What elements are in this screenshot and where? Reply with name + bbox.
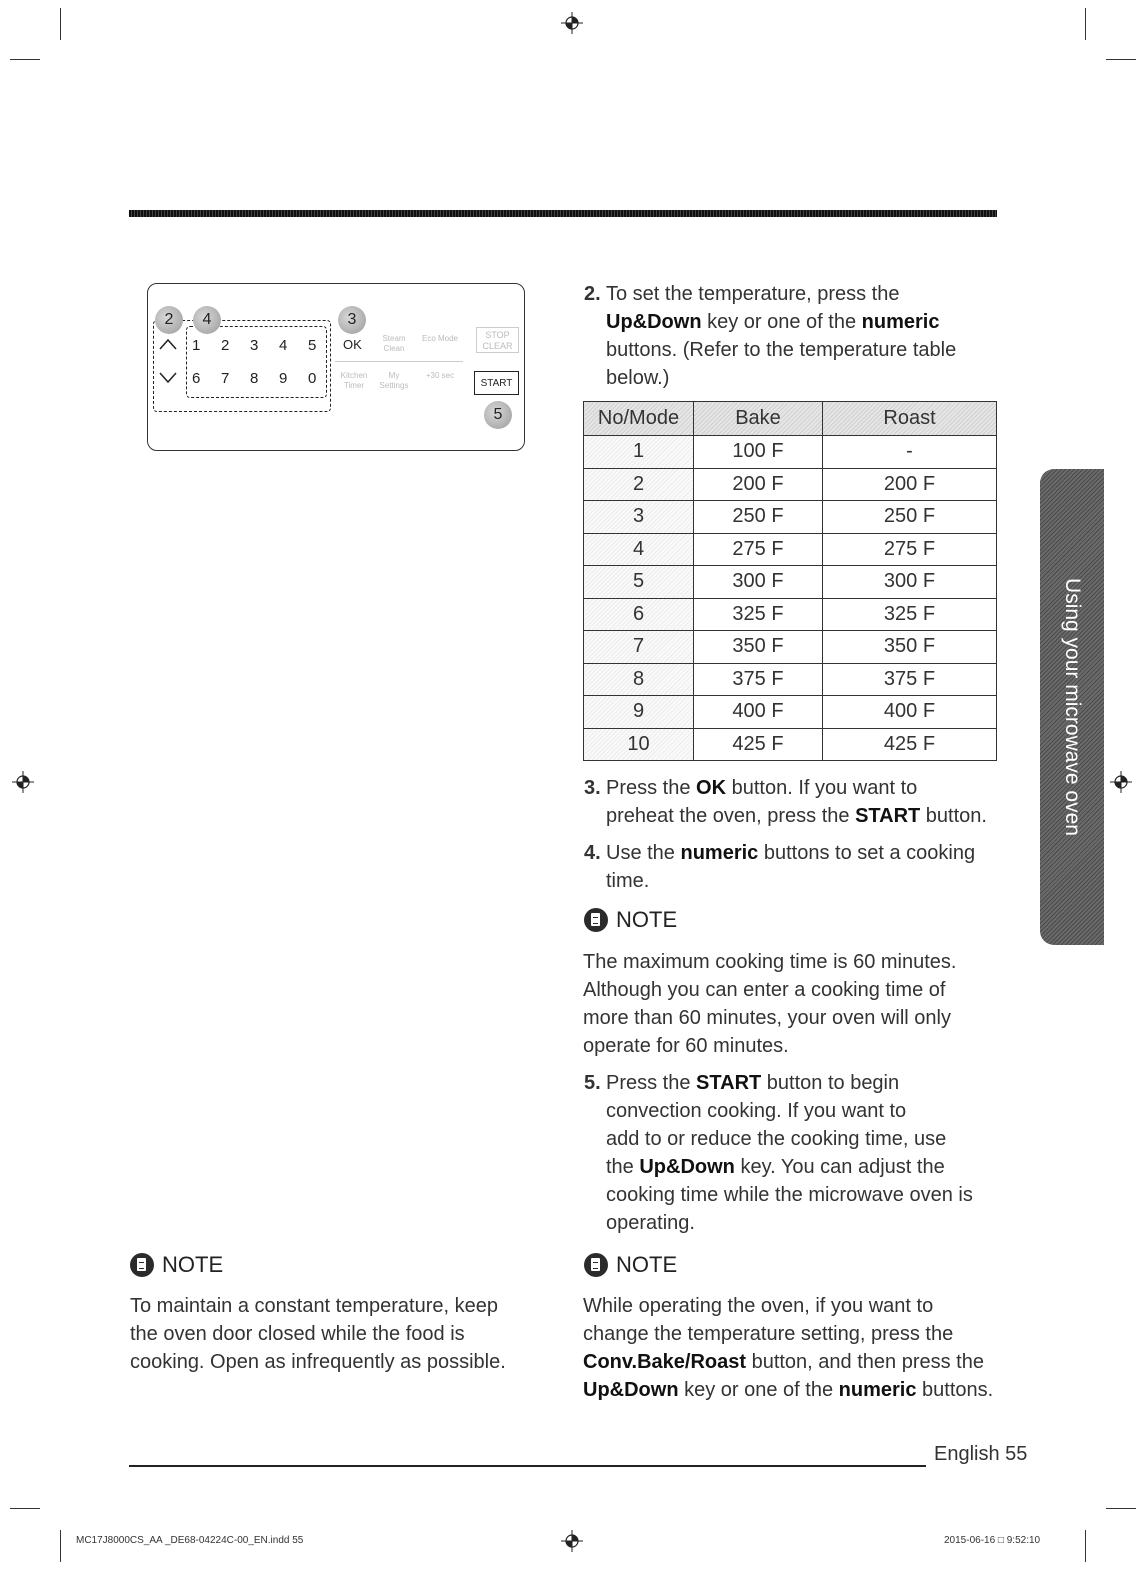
table-cell: 425 F <box>823 728 997 761</box>
row-number-cell: 4 <box>584 533 694 566</box>
step-text: add to or reduce the cooking time, use <box>606 1128 947 1150</box>
step-text: Press the <box>606 777 697 799</box>
key-5: 5 <box>308 337 317 354</box>
key-3: 3 <box>250 337 259 354</box>
key-0: 0 <box>308 370 317 387</box>
side-tab-label: Using your microwave oven <box>1061 578 1084 836</box>
table-cell: 425 F <box>694 728 823 761</box>
row-number-cell: 2 <box>584 468 694 501</box>
callout-4: 4 <box>193 306 221 334</box>
note-line: While operating the oven, if you want to <box>583 1295 934 1317</box>
keyword-numeric: numeric <box>680 842 759 864</box>
column-header: No/Mode <box>584 402 694 436</box>
step-5 <box>584 1069 1006 1237</box>
note-heading <box>130 1252 223 1278</box>
crop-mark <box>10 1508 40 1509</box>
row-number-cell: 7 <box>584 631 694 664</box>
table-row <box>584 501 997 534</box>
keyword-numeric: numeric <box>861 311 940 333</box>
crop-mark <box>10 59 40 60</box>
crop-mark <box>1085 1530 1086 1562</box>
step-text: button. If you want to <box>726 777 918 799</box>
registration-mark-icon <box>12 771 34 793</box>
key-7: 7 <box>221 370 230 387</box>
key-4: 4 <box>279 337 288 354</box>
start-key: START <box>474 371 519 395</box>
step-text: buttons. (Refer to the temperature table <box>606 339 957 361</box>
step-text: convection cooking. If you want to <box>606 1100 907 1122</box>
note-text <box>130 1292 550 1376</box>
step-text: button. <box>920 805 987 827</box>
crop-mark <box>1106 59 1136 60</box>
table-cell: 300 F <box>694 566 823 599</box>
step-text: cooking time while the microwave oven is <box>606 1184 973 1206</box>
section-side-tab <box>1040 469 1104 945</box>
eco-mode-key: Eco Mode <box>421 334 459 343</box>
note-line: key or one of the <box>678 1379 839 1401</box>
note-line: operate for 60 minutes. <box>583 1035 789 1057</box>
step-text: button to begin <box>761 1072 900 1094</box>
table-cell: 100 F <box>694 436 823 469</box>
my-settings-key: My Settings <box>379 371 409 390</box>
panel-divider <box>335 361 463 362</box>
keyword-up-down: Up&Down <box>606 311 702 333</box>
callout-3: 3 <box>338 306 366 334</box>
note-line: more than 60 minutes, your oven will only <box>583 1007 951 1029</box>
callout-2: 2 <box>155 306 183 334</box>
step-4 <box>584 839 1006 895</box>
note-text <box>583 948 993 1060</box>
row-number-cell: 3 <box>584 501 694 534</box>
page-footer <box>934 1443 1027 1466</box>
step-text: the <box>606 1156 640 1178</box>
column-header: Bake <box>694 402 823 436</box>
step-2 <box>584 280 1006 392</box>
note-line: change the temperature setting, press the <box>583 1323 954 1345</box>
row-number-cell: 8 <box>584 663 694 696</box>
note-line: The maximum cooking time is 60 minutes. <box>583 951 957 973</box>
note-line: buttons. <box>916 1379 994 1401</box>
table-cell: 325 F <box>823 598 997 631</box>
table-row <box>584 468 997 501</box>
row-number-cell: 9 <box>584 696 694 729</box>
table-row <box>584 696 997 729</box>
step-number: 2. <box>584 283 601 305</box>
table-cell: 325 F <box>694 598 823 631</box>
table-row <box>584 631 997 664</box>
table-row <box>584 598 997 631</box>
table-row <box>584 566 997 599</box>
ok-key: OK <box>343 337 362 352</box>
note-icon <box>584 1253 608 1277</box>
table-cell: 250 F <box>823 501 997 534</box>
temperature-table <box>583 401 997 761</box>
registration-mark-icon <box>561 1530 583 1552</box>
step-text: Use the <box>606 842 681 864</box>
note-text <box>583 1292 1003 1404</box>
note-line: the oven door closed while the food is <box>130 1323 465 1345</box>
table-cell: 300 F <box>823 566 997 599</box>
column-header: Roast <box>823 402 997 436</box>
step-number: 5. <box>584 1072 601 1094</box>
step-text: key. You can adjust the <box>734 1156 945 1178</box>
note-heading <box>584 907 677 933</box>
table-cell: 375 F <box>694 663 823 696</box>
step-text: operating. <box>606 1212 695 1234</box>
row-number-cell: 10 <box>584 728 694 761</box>
note-label: NOTE <box>162 1252 224 1277</box>
registration-mark-icon <box>1110 771 1132 793</box>
note-label: NOTE <box>616 907 678 932</box>
down-arrow-icon <box>159 372 177 384</box>
key-2: 2 <box>221 337 230 354</box>
step-text: To set the temperature, press the <box>606 283 900 305</box>
key-6: 6 <box>192 370 201 387</box>
table-row <box>584 663 997 696</box>
note-icon <box>584 908 608 932</box>
row-number-cell: 1 <box>584 436 694 469</box>
table-cell: 200 F <box>694 468 823 501</box>
up-arrow-icon <box>159 338 177 350</box>
header-rule <box>129 210 997 217</box>
note-heading <box>584 1252 677 1278</box>
key-1: 1 <box>192 337 201 354</box>
kitchen-timer-key: Kitchen Timer <box>340 371 368 390</box>
table-cell: 375 F <box>823 663 997 696</box>
stop-clear-key: STOP CLEAR <box>476 327 519 353</box>
footer-language: English <box>934 1443 1000 1465</box>
table-row <box>584 533 997 566</box>
callout-5: 5 <box>484 401 512 429</box>
table-header-row <box>584 402 997 436</box>
table-cell: 275 F <box>823 533 997 566</box>
print-slug-file: MC17J8000CS_AA _DE68-04224C-00_EN.indd 55 <box>76 1535 304 1546</box>
step-text: Press the <box>606 1072 697 1094</box>
keyword-numeric: numeric <box>838 1379 917 1401</box>
crop-mark <box>60 1530 61 1562</box>
table-row <box>584 728 997 761</box>
note-line: button, and then press the <box>746 1351 984 1373</box>
table-row <box>584 436 997 469</box>
keyword-up-down: Up&Down <box>639 1156 735 1178</box>
row-number-cell: 6 <box>584 598 694 631</box>
step-text: below.) <box>606 367 670 389</box>
table-cell: 275 F <box>694 533 823 566</box>
step-text: time. <box>606 870 650 892</box>
crop-mark <box>1085 8 1086 40</box>
table-cell: - <box>823 436 997 469</box>
plus-30-sec-key: +30 sec <box>425 371 455 380</box>
footer-rule <box>129 1465 926 1467</box>
step-text: key or one of the <box>701 311 862 333</box>
crop-mark <box>1106 1508 1136 1509</box>
note-line: To maintain a constant temperature, keep <box>130 1295 498 1317</box>
table-cell: 350 F <box>823 631 997 664</box>
step-number: 3. <box>584 777 601 799</box>
key-8: 8 <box>250 370 259 387</box>
page-number: 55 <box>1005 1443 1028 1465</box>
note-line: Although you can enter a cooking time of <box>583 979 946 1001</box>
steam-clean-key: Steam Clean <box>382 334 406 353</box>
note-line: cooking. Open as infrequently as possible. <box>130 1351 506 1373</box>
note-icon <box>130 1253 154 1277</box>
registration-mark-icon <box>561 12 583 34</box>
step-number: 4. <box>584 842 601 864</box>
step-text: buttons to set a cooking <box>758 842 976 864</box>
keyword-start: START <box>855 805 921 827</box>
table-cell: 250 F <box>694 501 823 534</box>
step-text: preheat the oven, press the <box>606 805 856 827</box>
table-cell: 400 F <box>823 696 997 729</box>
table-cell: 350 F <box>694 631 823 664</box>
keyword-conv-bake-roast: Conv.Bake/Roast <box>583 1351 747 1373</box>
keyword-up-down: Up&Down <box>583 1379 679 1401</box>
table-cell: 200 F <box>823 468 997 501</box>
keyword-ok: OK <box>696 777 727 799</box>
key-9: 9 <box>279 370 288 387</box>
row-number-cell: 5 <box>584 566 694 599</box>
print-slug-date: 2015-06-16 □ 9:52:10 <box>944 1535 1041 1546</box>
note-label: NOTE <box>616 1252 678 1277</box>
step-3 <box>584 774 1006 830</box>
table-cell: 400 F <box>694 696 823 729</box>
keyword-start: START <box>696 1072 762 1094</box>
crop-mark <box>60 8 61 40</box>
